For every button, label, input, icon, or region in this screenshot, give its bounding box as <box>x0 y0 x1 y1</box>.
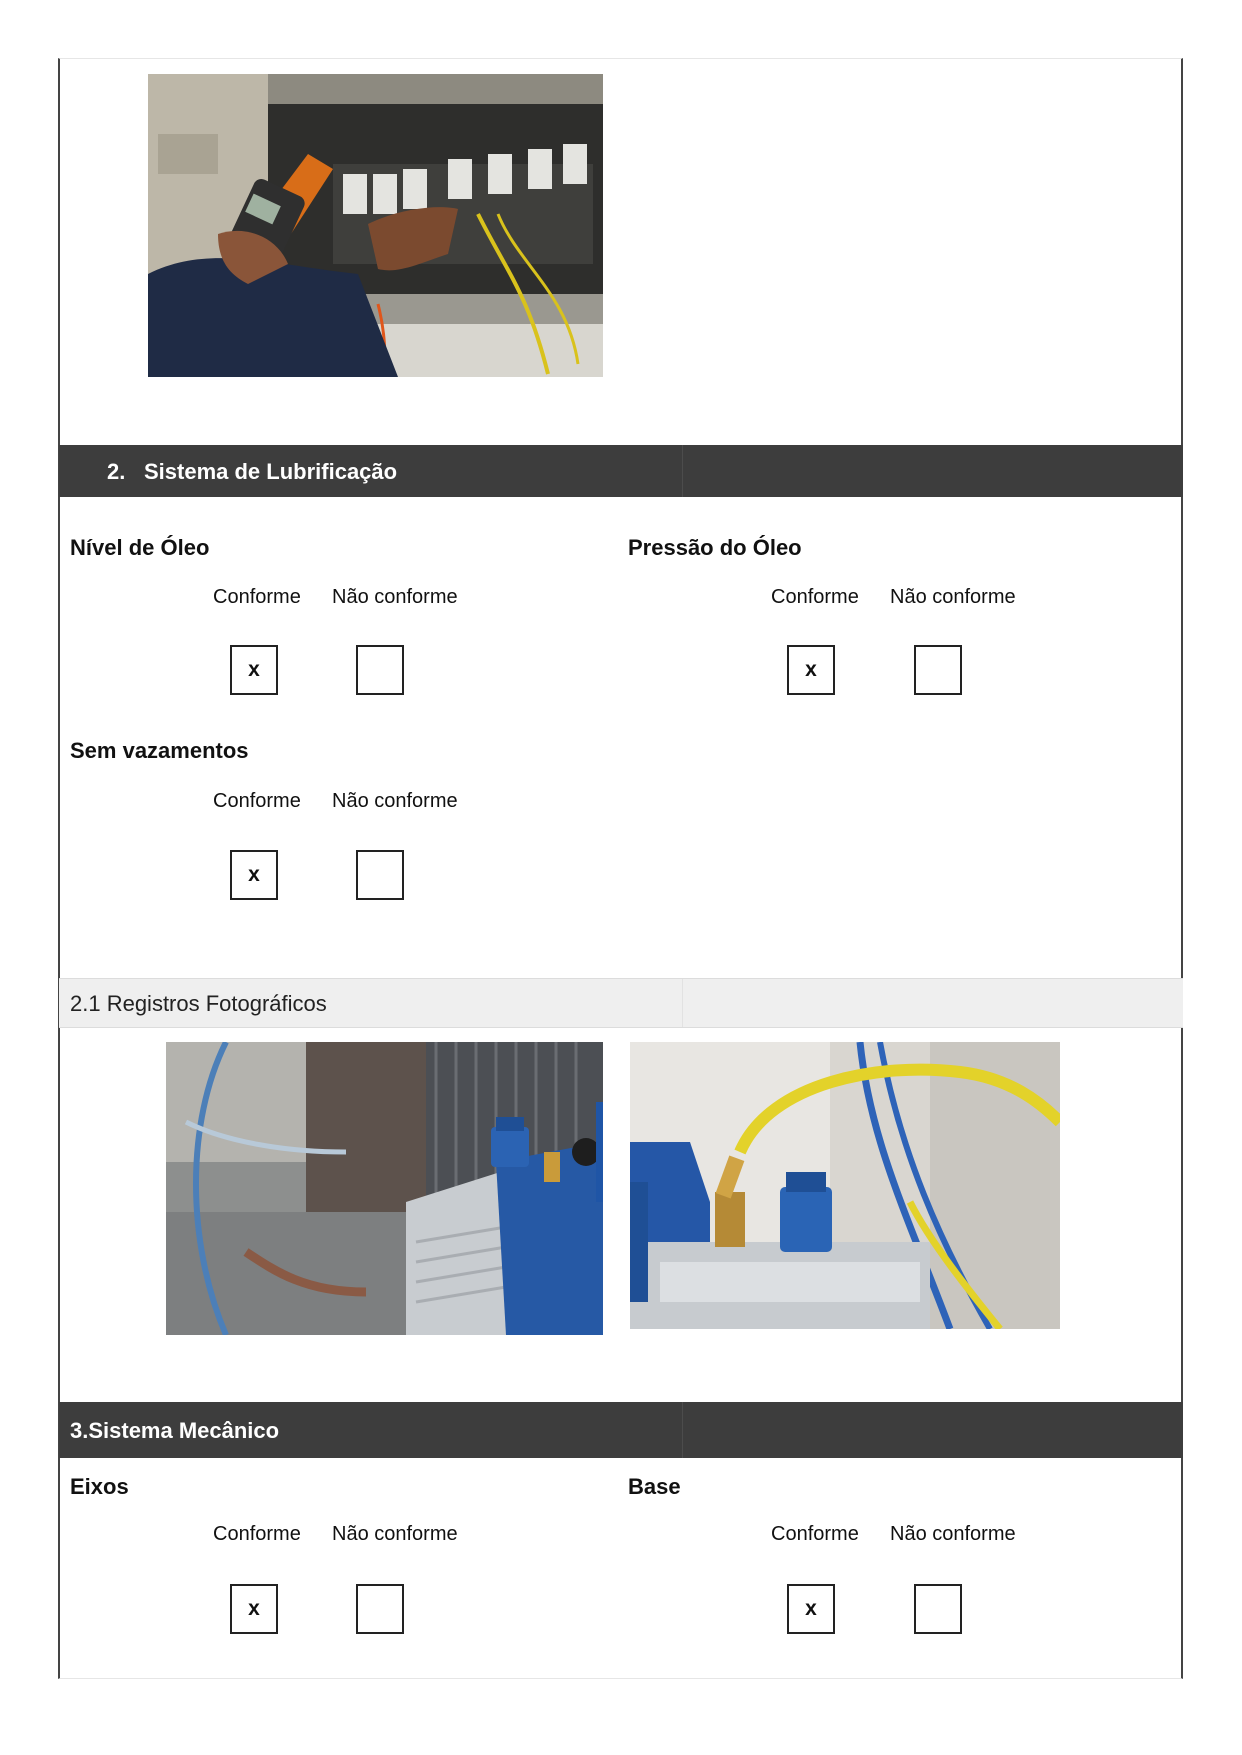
option-label-nao-conforme: Não conforme <box>332 1523 458 1545</box>
checkbox-nao-conforme[interactable] <box>356 1584 404 1634</box>
option-label-conforme: Conforme <box>771 1523 859 1545</box>
option-label-nao-conforme: Não conforme <box>332 586 458 608</box>
checkbox-nao-conforme[interactable] <box>914 645 962 695</box>
option-label-nao-conforme: Não conforme <box>890 586 1016 608</box>
option-label-nao-conforme: Não conforme <box>332 790 458 812</box>
section-header-lubrificacao <box>59 445 1183 497</box>
option-label-conforme: Conforme <box>213 790 301 812</box>
vacuum-pump-photo <box>166 1042 603 1335</box>
item-title-eixos: Eixos <box>70 1474 129 1499</box>
option-label-conforme: Conforme <box>771 586 859 608</box>
checkbox-conforme[interactable]: x <box>230 645 278 695</box>
item-title-sem-vazamentos: Sem vazamentos <box>70 738 249 763</box>
section-title: 3.Sistema Mecânico <box>70 1418 280 1443</box>
photos-heading: 2.1 Registros Fotográficos <box>70 991 327 1016</box>
checkbox-nao-conforme[interactable] <box>914 1584 962 1634</box>
section-header-mecanico <box>59 1402 1183 1458</box>
item-title-nivel-oleo: Nível de Óleo <box>70 535 210 560</box>
section-title: Sistema de Lubrificação <box>144 459 398 484</box>
option-label-conforme: Conforme <box>213 1523 301 1545</box>
vacuum-pump-hoses-photo <box>630 1042 1060 1329</box>
item-title-base: Base <box>628 1474 681 1499</box>
photos-subheader <box>59 978 1183 1028</box>
checkbox-nao-conforme[interactable] <box>356 850 404 900</box>
electrical-panel-photo <box>148 74 603 377</box>
option-label-nao-conforme: Não conforme <box>890 1523 1016 1545</box>
checkbox-conforme[interactable]: x <box>230 1584 278 1634</box>
item-title-pressao-oleo: Pressão do Óleo <box>628 535 802 560</box>
option-label-conforme: Conforme <box>213 586 301 608</box>
checkbox-conforme[interactable]: x <box>230 850 278 900</box>
checkbox-conforme[interactable]: x <box>787 1584 835 1634</box>
checkbox-nao-conforme[interactable] <box>356 645 404 695</box>
section-number: 2. <box>107 459 126 484</box>
checkbox-conforme[interactable]: x <box>787 645 835 695</box>
